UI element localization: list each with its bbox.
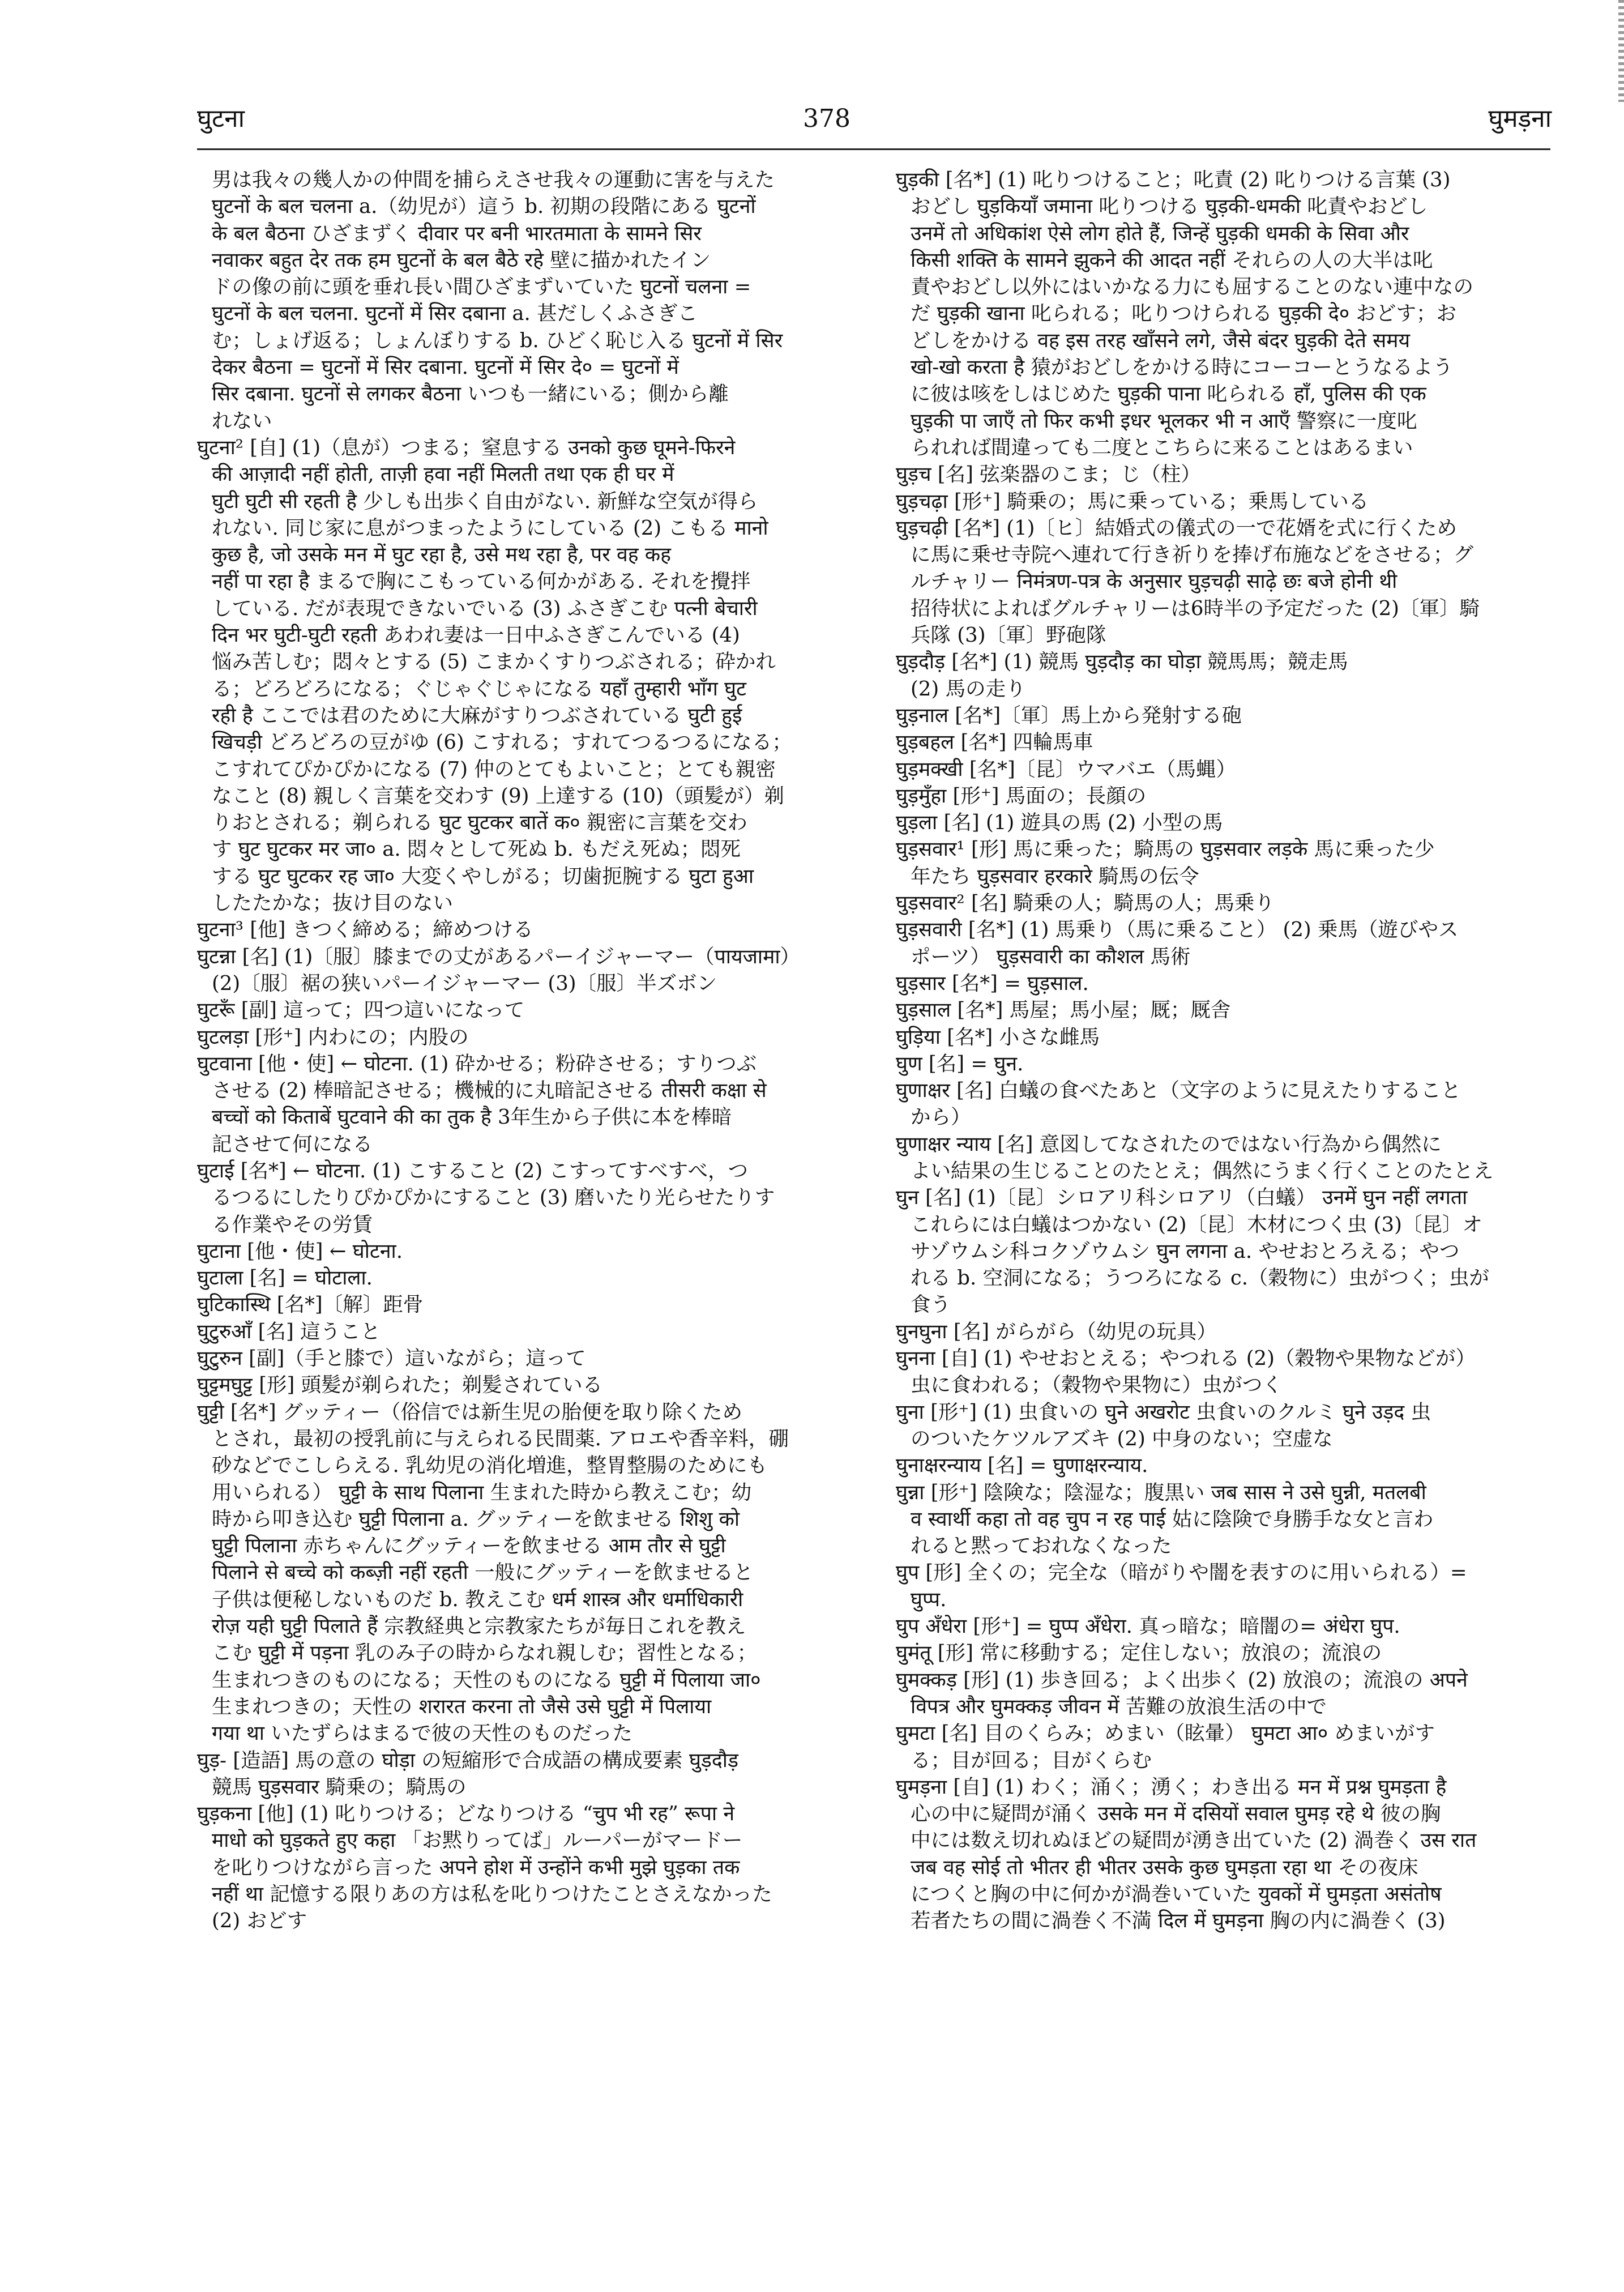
entry-line: 砂などでこしらえる. 乳幼児の消化増進，整胃整腸のためにも bbox=[212, 1454, 768, 1478]
entry-line: (2)〔服〕裾の狭いパーイジャーマー (3)〔服〕半ズボン bbox=[212, 971, 717, 995]
entry-line: 生まれつきのものになる；天性のものになる घुट्टी में पिलाया जा० bbox=[212, 1668, 761, 1692]
entry-line: したたかな；抜け目のない bbox=[212, 891, 454, 915]
entry-line: する घुट घुटकर रह जा० 大変くやしがる；切歯扼腕する घुटा हुआ bbox=[212, 864, 754, 888]
page-edge-mark bbox=[1618, 0, 1624, 102]
entry-headword-line: घुटवाना [他・使] ← घोटना. (1) 砕かせる；粉砕させる；すりつぶ bbox=[197, 1052, 757, 1075]
entry-headword-line: घुप [形] 全くの；完全な（暗がりや闇を表すのに用いられる）= bbox=[896, 1561, 1467, 1585]
entry-headword-line: घुड़च [名] 弦楽器のこま；じ（柱） bbox=[896, 463, 1201, 486]
entry-line: 生まれつきの；天性の शरारत करना तो जैसे उसे घुट्टी में पिलाया bbox=[212, 1695, 712, 1718]
entry-headword-line: घुटन्ना [名] (1)〔服〕膝までの丈があるパーイジャーマー（पायजामा） bbox=[197, 945, 801, 968]
entry-line: 食う bbox=[911, 1293, 951, 1317]
entry-headword-line: घुटाना [他・使] ← घोटना. bbox=[197, 1239, 403, 1263]
header-rule bbox=[197, 148, 1550, 150]
entry-headword-line: घुट्टी [名*] グッティー（俗信では新生児の胎便を取り除くため bbox=[197, 1400, 742, 1424]
entry-headword-line: घुट्टमघुट्ट [形] 頭髪が剃られた；剃髪されている bbox=[197, 1373, 603, 1397]
entry-line: उनमें तो अधिकांश ऐसे लोग होते हैं, जिन्हें घुड़की धमकी के सिवा और bbox=[911, 221, 1409, 245]
entry-line: के बल बैठना ひざまずく दीवार पर बनी भारतमाता के सामने सिर bbox=[212, 221, 702, 245]
entry-headword-line: घुड़चढ़ी [名*] (1)〔ヒ〕結婚式の儀式の一で花婿を式に行くため bbox=[896, 516, 1458, 540]
entry-line: पिलाने से बच्चे को कब्ज़ी नहीं रहती 一般にグッティーを飲ませると bbox=[212, 1561, 754, 1585]
entry-line: に馬に乗せ寺院へ連れて行き祈りを捧げ布施などをさせる；グ bbox=[911, 543, 1474, 567]
entry-line: खिचड़ी どろどろの豆がゆ (6) こすれる；すれてつるつるになる； bbox=[212, 731, 792, 754]
entry-line: घुप्प. bbox=[911, 1587, 947, 1611]
entry-headword-line: घुड़सार [名*] = घुड़साल. bbox=[896, 971, 1089, 995]
entry-line: गया था いたずらはまるで彼の天性のものだった bbox=[212, 1722, 632, 1745]
entry-headword-line: घुनना [自] (1) やせおとえる；やつれる (2)（穀物や果物などが） bbox=[896, 1347, 1476, 1371]
entry-line: りおとされる；剃られる घुट घुटकर बातें क० 親密に言葉を交わ bbox=[212, 811, 747, 835]
entry-line: るつるにしたりぴかぴかにすること (3) 磨いたり光らせたりす bbox=[212, 1186, 775, 1210]
entry-line: 子供は便秘しないものだ b. 教えこむ धर्म शास्त्र और धर्माधिकारी bbox=[212, 1587, 743, 1611]
entry-headword-line: घुड़चढ़ा [形⁺] 騎乗の；馬に乗っている；乗馬している bbox=[896, 489, 1369, 513]
entry-headword-line: घुटलड़ा [形⁺] 内わにの；内股の bbox=[197, 1025, 469, 1049]
entry-line: 虫に食われる；（穀物や果物に）虫がつく bbox=[911, 1373, 1283, 1397]
entry-line: に彼は咳をしはじめた घुड़की पाना 叱られる हाँ, पुलिस की एक bbox=[911, 382, 1426, 406]
entry-headword-line: घुमटा [名] 目のくらみ；めまい（眩暈） घुमटा आ० めまいがす bbox=[896, 1722, 1435, 1745]
entry-headword-line: घुड़ला [名] (1) 遊具の馬 (2) 小型の馬 bbox=[896, 811, 1223, 835]
entry-headword-line: घुणाक्षर न्याय [名] 意図してなされたのではない行為から偶然に bbox=[896, 1132, 1442, 1156]
entry-line: 責やおどし以外にはいかなる力にも屈することのない連中なの bbox=[911, 275, 1474, 299]
entry-line: につくと胸の中に何かが渦巻いていた युवकों में घुमड़ता असंतोष bbox=[911, 1883, 1442, 1906]
entry-headword-line: घुटिकास्थि [名*]〔解〕距骨 bbox=[197, 1293, 424, 1317]
entry-line: む；しょげ返る；しょんぼりする b. ひどく恥じ入る घुटनों में सिर bbox=[212, 328, 783, 352]
entry-headword-line: घुनाक्षरन्याय [名] = घुणाक्षरन्याय. bbox=[896, 1454, 1148, 1478]
entry-headword-line: घुण [名] = घुन. bbox=[896, 1052, 1024, 1075]
entry-headword-line: घुणाक्षर [名] 白蟻の食べたあと（文字のように見えたりすること bbox=[896, 1079, 1461, 1103]
entry-headword-line: घुना [形⁺] (1) 虫食いの घुने अखरोट 虫食いのクルミ घुने उड़द 虫 bbox=[896, 1400, 1431, 1424]
entry-line: रही है ここでは君のために大麻がすりつぶされている घुटी हुई bbox=[212, 703, 742, 727]
running-head-last-entry: घुमड़ना bbox=[1488, 104, 1552, 133]
entry-line: किसी शक्ति के सामने झुकने की आदत नहीं それらの人の大半は叱 bbox=[911, 248, 1433, 272]
entry-line: どしをかける वह इस तरह खाँसने लगे, जैसे बंदर घुड़की देते समय bbox=[911, 328, 1411, 352]
entry-line: る；どろどろになる；ぐじゃぐじゃになる यहाँ तुम्हारी भाँग घुट bbox=[212, 677, 746, 701]
entry-line: とされ，最初の授乳前に与えられる民間薬. アロエや香辛料，硼 bbox=[212, 1427, 789, 1450]
entry-headword-line: घुटुरुआँ [名] 這うこと bbox=[197, 1320, 381, 1343]
entry-line: のついたケツルアズキ (2) 中身のない；空虚な bbox=[911, 1427, 1333, 1450]
entry-line: を叱りつけながら言った अपने होश में उन्होंने कभी मुझे घुड़का तक bbox=[212, 1855, 740, 1879]
entry-headword-line: घुड़दौड़ [名*] (1) 競馬 घुड़दौड़ का घोड़ा 競馬馬；競走馬 bbox=[896, 650, 1348, 674]
entry-headword-line: घुड़- [造語] 馬の意の घोड़ा の短縮形で合成語の構成要素 घुड़दौड़ bbox=[197, 1748, 738, 1772]
entry-headword-line: घुड़सवारी [名*] (1) 馬乗り（馬に乗ること） (2) 乗馬（遊びやス bbox=[896, 918, 1459, 942]
entry-line: घुड़की पा जाएँ तो फिर कभी इधर भूलकर भी न आएँ 警察に一度叱 bbox=[911, 409, 1417, 433]
entry-headword-line: घुटरूँ [副] 這って；四つ這いになって bbox=[197, 998, 525, 1022]
entry-line: こむ घुट्टी में पड़ना 乳のみ子の時からなれ親しむ；習性となる； bbox=[212, 1641, 757, 1665]
entry-line: (2) おどす bbox=[212, 1909, 307, 1933]
entry-headword-line: घुनघुना [名] がらがら（幼児の玩具） bbox=[896, 1320, 1217, 1343]
entry-line: 記させて何になる bbox=[212, 1132, 373, 1156]
entry-line: घुटनों के बल चलना. घुटनों में सिर दबाना a. 甚だしくふさぎこ bbox=[212, 302, 698, 326]
entry-line: 用いられる） घुट्टी के साथ पिलाना 生まれた時から教えこむ；幼 bbox=[212, 1480, 752, 1504]
entry-headword-line: घुड़कना [他] (1) 叱りつける；どなりつける “चुप भी रह” रूपा ने bbox=[197, 1802, 735, 1826]
entry-line: ドの像の前に頭を垂れ長い間ひざまずいていた घुटनों चलना = bbox=[212, 275, 751, 299]
entry-headword-line: घुटना² [自] (1)（息が）つまる；窒息する उनको कुछ घूमने-फिरने bbox=[197, 436, 736, 459]
entry-line: 時から叩き込む घुट्टी पिलाना a. グッティーを飲ませる शिशु को bbox=[212, 1507, 740, 1531]
entry-line: 年たち घुड़सवार हरकारे 騎馬の伝令 bbox=[911, 864, 1199, 888]
entry-line: कुछ है, जो उसके मन में घुट रहा है, उसे मथ रहा है, पर वह कह bbox=[212, 543, 671, 567]
entry-line: 競馬 घुड़सवार 騎乗の；騎馬の bbox=[212, 1775, 467, 1799]
entry-line: サゾウムシ科コクゾウムシ घुन लगना a. やせおとろえる；やつ bbox=[911, 1239, 1460, 1263]
entry-line: れる b. 空洞になる；うつろになる c.（穀物に）虫がつく；虫が bbox=[911, 1266, 1490, 1290]
entry-line: ルチャリー निमंत्रण-पत्र के अनुसार घुड़चढ़ी साढ़े छः बजे होनी थी bbox=[911, 570, 1398, 594]
entry-headword-line: घुड़नाल [名*]〔軍〕馬上から発射する砲 bbox=[896, 703, 1242, 727]
entry-headword-line: घुप अँधेरा [形⁺] = घुप्प अँधेरा. 真っ暗な；暗闇の= अंधेरा घुप. bbox=[896, 1615, 1400, 1638]
entry-headword-line: घुन [名] (1)〔昆〕シロアリ科シロアリ（白蟻） उनमें घुन नहीं लगता bbox=[896, 1186, 1468, 1210]
entry-line: させる (2) 棒暗記させる；機械的に丸暗記させる तीसरी कक्षा से bbox=[212, 1079, 767, 1103]
entry-line: सिर दबाना. घुटनों से लगकर बैठना いつも一緒にいる；側から離 bbox=[212, 382, 729, 406]
entry-headword-line: घुमक्कड़ [形] (1) 歩き回る；よく出歩く (2) 放浪の；流浪の अपने bbox=[896, 1668, 1468, 1692]
entry-line: 悩み苦しむ；悶々とする (5) こまかくすりつぶされる；砕かれ bbox=[212, 650, 776, 674]
entry-line: बच्चों को किताबें घुटवाने की का तुक है 3年生から子供に本を棒暗 bbox=[212, 1106, 732, 1129]
entry-line: की आज़ादी नहीं होती, ताज़ी हवा नहीं मिलती तथा एक ही घर में bbox=[212, 463, 674, 486]
entry-headword-line: घुन्ना [形⁺] 陰険な；陰湿な；腹黒い जब सास ने उसे घुन्नी, मतलबी bbox=[896, 1480, 1426, 1504]
entry-line: れない bbox=[212, 409, 272, 433]
entry-line: 男は我々の幾人かの仲間を捕らえさせ我々の運動に害を与えた bbox=[212, 168, 775, 191]
entry-line: व स्वार्थी कहा तो वह चुप न रह पाई 姑に陰険で身勝手な女と言わ bbox=[911, 1507, 1434, 1531]
entry-headword-line: घुड़साल [名*] 馬屋；馬小屋；厩；厩舎 bbox=[896, 998, 1231, 1022]
entry-line: खो-खो करता है 猿がおどしをかける時にコーコーとうなるよう bbox=[911, 356, 1453, 379]
entry-line: (2) 馬の走り bbox=[911, 677, 1026, 701]
right-column bbox=[896, 167, 1550, 2262]
entry-headword-line: घुड़िया [名*] 小さな雌馬 bbox=[896, 1025, 1100, 1049]
entry-line: なこと (8) 親しく言葉を交わす (9) 上達する (10)（頭髪が）剃 bbox=[212, 784, 784, 808]
entry-headword-line: घुटाई [名*] ← घोटना. (1) こすること (2) こすってすべすべ，つ bbox=[197, 1159, 748, 1183]
running-head-first-entry: घुटना bbox=[197, 104, 245, 133]
entry-line: घुटी घुटी सी रहती है 少しも出歩く自由がない. 新鮮な空気が得ら bbox=[212, 489, 758, 513]
entry-headword-line: घुटुरुन [副]（手と膝で）這いながら；這って bbox=[197, 1347, 586, 1371]
entry-headword-line: घुमड़ना [自] (1) わく；涌く；湧く；わき出る मन में प्रश्न घुमड़ता है bbox=[896, 1775, 1447, 1799]
entry-line: घुट्टी पिलाना 赤ちゃんにグッティーを飲ませる आम तौर से घुट्टी bbox=[212, 1534, 726, 1558]
entry-line: नवाकर बहुत देर तक हम घुटनों के बल बैठे रहे 壁に描かれたイン bbox=[212, 248, 711, 272]
entry-line: る；目が回る；目がくらむ bbox=[911, 1748, 1152, 1772]
entry-line: 招待状によればグルチャリーは6時半の予定だった (2)〔軍〕騎 bbox=[911, 596, 1480, 620]
entry-headword-line: घुमंतू [形] 常に移動する；定住しない；放浪の；流浪の bbox=[896, 1641, 1382, 1665]
entry-headword-line: घुटना³ [他] きつく締める；締めつける bbox=[197, 918, 533, 942]
entry-line: る作業やその労賃 bbox=[212, 1213, 373, 1236]
entry-line: こすれてぴかぴかになる (7) 仲のとてもよいこと；とても親密 bbox=[212, 757, 776, 781]
page-number: 378 bbox=[803, 104, 851, 133]
entry-line: नहीं था 記憶する限りあの方は私を叱りつけたことさえなかった bbox=[212, 1883, 772, 1906]
left-column bbox=[197, 167, 854, 2262]
entry-line: おどし घुड़कियाँ जमाना 叱りつける घुड़की-धमकी 叱責やおどし bbox=[911, 195, 1428, 219]
entry-line: विपत्र और घुमक्कड़ जीवन में 苦難の放浪生活の中で bbox=[911, 1695, 1327, 1718]
entry-line: 心の中に疑問が涌く उसके मन में दसियों सवाल घुमड़ रहे थे 彼の胸 bbox=[911, 1802, 1441, 1826]
entry-line: 兵隊 (3)〔軍〕野砲隊 bbox=[911, 624, 1106, 647]
entry-headword-line: घुड़मुँहा [形⁺] 馬面の；長顔の bbox=[896, 784, 1147, 808]
entry-line: れない. 同じ家に息がつまったようにしている (2) こもる मानो bbox=[212, 516, 768, 540]
entry-line: から） bbox=[911, 1106, 971, 1129]
entry-line: れると黙っておれなくなった bbox=[911, 1534, 1172, 1558]
entry-line: している. だが表現できないでいる (3) ふさぎこむ पत्नी बेचारी bbox=[212, 596, 758, 620]
entry-line: 中には数え切れぬほどの疑問が湧き出ていた (2) 渦巻く उस रात bbox=[911, 1829, 1477, 1853]
entry-line: ポーツ） घुड़सवारी का कौशल 馬術 bbox=[911, 945, 1191, 968]
entry-headword-line: घुड़की [名*] (1) 叱りつけること；叱責 (2) 叱りつける言葉 (3) bbox=[896, 168, 1451, 191]
entry-line: これらには白蟻はつかない (2)〔昆〕木材につく虫 (3)〔昆〕オ bbox=[911, 1213, 1482, 1236]
entry-line: 若者たちの間に渦巻く不満 दिल में घुमड़ना 胸の内に渦巻く (3) bbox=[911, 1909, 1446, 1933]
entry-line: られれば間違っても二度とこちらに来ることはあるまい bbox=[911, 436, 1413, 459]
entry-line: घुटनों के बल चलना a.（幼児が）這う b. 初期の段階にある घुटनों bbox=[212, 195, 756, 219]
entry-line: जब वह सोई तो भीतर ही भीतर उसके कुछ घुमड़ता रहा था その夜床 bbox=[911, 1855, 1418, 1879]
entry-line: रोज़ यही घुट्टी पिलाते हैं 宗教経典と宗教家たちが毎日これを教え bbox=[212, 1615, 746, 1638]
entry-headword-line: घुटाला [名] = घोटाला. bbox=[197, 1266, 373, 1290]
entry-line: だ घुड़की खाना 叱られる；叱りつけられる घुड़की दे० おどす；お bbox=[911, 302, 1457, 326]
entry-headword-line: घुड़मक्खी [名*]〔昆〕ウマバエ（馬蝿） bbox=[896, 757, 1236, 781]
entry-headword-line: घुड़सवार¹ [形] 馬に乗った；騎馬の घुड़सवार लड़के 馬に乗った少 bbox=[896, 838, 1435, 861]
entry-line: नहीं पा रहा है まるで胸にこもっている何かがある. それを攪拌 bbox=[212, 570, 751, 594]
entry-line: दिन भर घुटी-घुटी रहती あわれ妻は一日中ふさぎこんでいる (4) bbox=[212, 624, 740, 647]
entry-headword-line: घुड़सवार² [名] 騎乗の人；騎馬の人；馬乗り bbox=[896, 891, 1275, 915]
entry-headword-line: घुड़बहल [名*] 四輪馬車 bbox=[896, 731, 1093, 754]
entry-line: माधो को घुड़कते हुए कहा 「お黙りってば」ルーパーがマードー bbox=[212, 1829, 743, 1853]
entry-line: よい結果の生じることのたとえ；偶然にうまく行くことのたとえ bbox=[911, 1159, 1494, 1183]
entry-line: देकर बैठना = घुटनों में सिर दबाना. घुटनों में सिर दे० = घुटनों में bbox=[212, 356, 679, 379]
entry-line: す घुट घुटकर मर जा० a. 悶々として死ぬ b. もだえ死ぬ；悶死 bbox=[212, 838, 741, 861]
